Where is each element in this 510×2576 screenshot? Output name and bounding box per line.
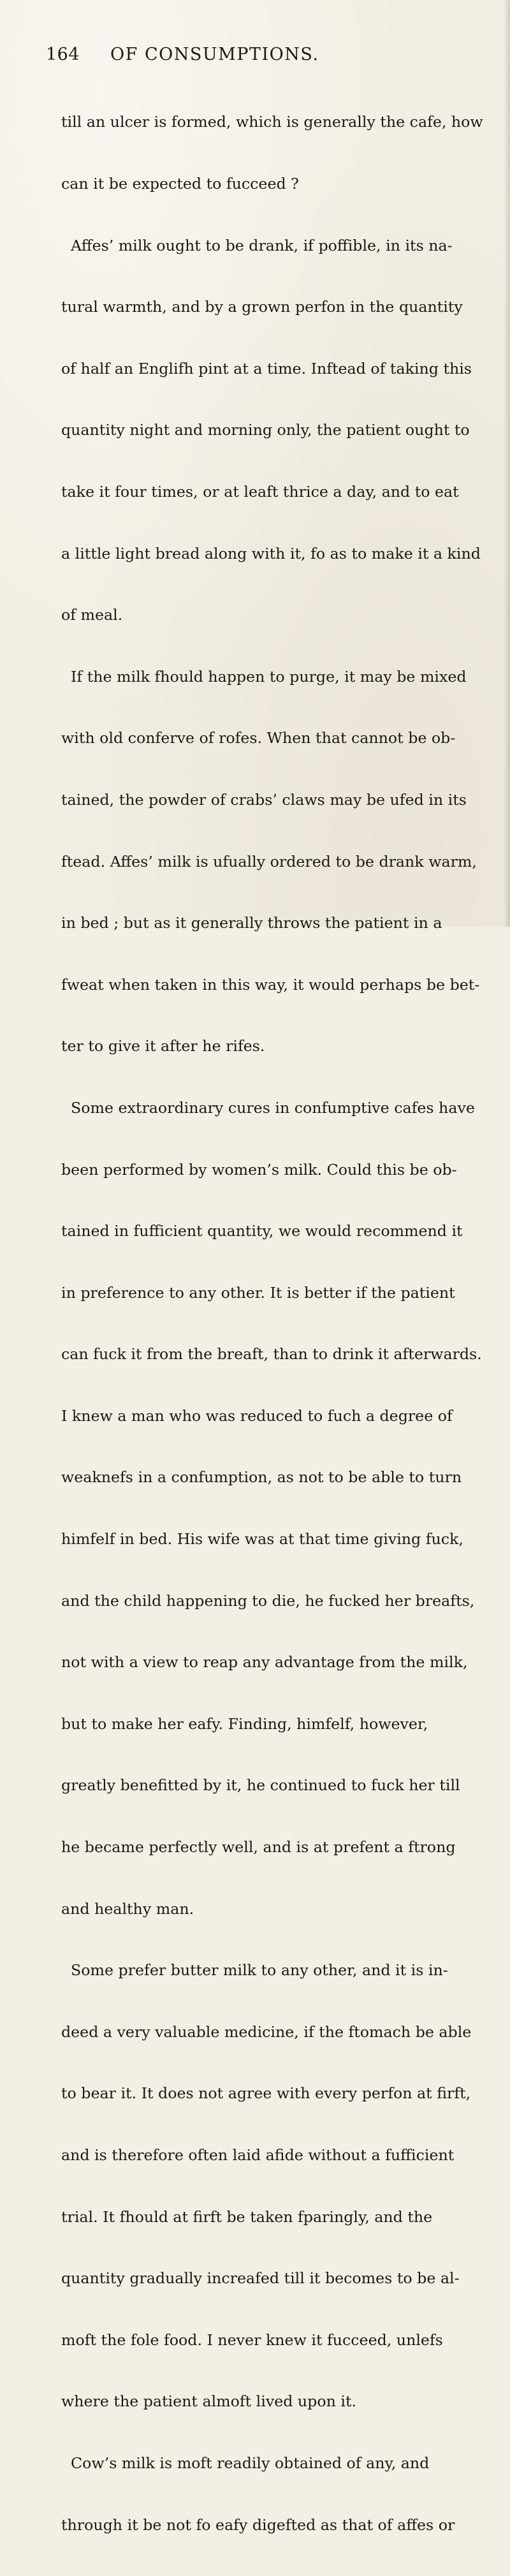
text-line: and is therefore often laid afide without a fufficient [61, 2146, 455, 2164]
text-line: quantity night and morning only, the patient ought to [61, 421, 470, 439]
text-line: in bed ; but as it generally throws the patient in a [61, 914, 442, 932]
text-line: himfelf in bed. His wife was at that time giving fuck, [61, 1530, 463, 1549]
text-line: tained in fufficient quantity, we would recommend it [61, 1222, 463, 1240]
text-line: through it be not fo eafy digefted as that of affes or [61, 2515, 455, 2534]
text-line: I knew a man who was reduced to fuch a degree of [61, 1406, 453, 1425]
text-line: tained, the powder of crabs’ claws may be ufed in its [61, 790, 467, 809]
page-number: 164 [46, 45, 80, 64]
text-line: of meal. [61, 606, 123, 624]
text-line: quantity gradually increafed till it becomes to be al- [61, 2269, 460, 2288]
text-line: been performed by women’s milk. Could this be ob- [61, 1160, 457, 1179]
text-line: Some extraordinary cures in confumptive cafes have [61, 1098, 475, 1117]
text-line: Cow’s milk is moft readily obtained of any, and [61, 2454, 430, 2472]
text-line: a little light bread along with it, fo as to make it a kind [61, 544, 481, 563]
text-line: he became perfectly well, and is at prefent a ftrong [61, 1838, 456, 1857]
text-line: take it four times, or at leaft thrice a day, and to eat [61, 482, 459, 501]
text-line: tural warmth, and by a grown perfon in the quantity [61, 298, 463, 316]
text-line: where the patient almoft lived upon it. [61, 2392, 357, 2411]
text-line: and the child happening to die, he fucked her breafts, [61, 1591, 475, 1610]
text-line: and healthy man. [61, 1899, 194, 1918]
text-line: till an ulcer is formed, which is generally the cafe, how [61, 113, 483, 131]
text-line: weaknefs in a confumption, as not to be able to turn [61, 1468, 462, 1487]
text-line: of half an Englifh pint at a time. Inftead of taking this [61, 359, 472, 378]
text-line: Affes’ milk ought to be drank, if poffible, in its na- [61, 236, 453, 254]
running-head [46, 45, 467, 70]
text-line: If the milk fhould happen to purge, it may be mixed [61, 667, 467, 686]
text-line: fweat when taken in this way, it would perhaps be bet- [61, 975, 480, 994]
text-line: deed a very valuable medicine, if the ftomach be able [61, 2022, 472, 2041]
text-line: ftead. Affes’ milk is ufually ordered to be drank warm, [61, 852, 477, 871]
text-line: moft the fole food. I never knew it fucceed, unlefs [61, 2330, 443, 2349]
text-line: Some prefer butter milk to any other, and it is in- [61, 1961, 448, 1980]
text-line: can it be expected to fucceed ? [61, 175, 299, 193]
text-line: trial. It fhould at firft be taken fparingly, and the [61, 2207, 433, 2226]
text-line: but to make her eafy. Finding, himfelf, however, [61, 1714, 428, 1733]
text-line: to bear it. It does not agree with every perfon at firft, [61, 2084, 471, 2103]
text-line: with old conferve of rofes. When that cannot be ob- [61, 729, 456, 747]
text-line: ter to give it after he rifes. [61, 1037, 265, 1056]
text-line: can fuck it from the breaft, than to drink it afterwards. [61, 1345, 482, 1364]
chapter-title: OF CONSUMPTIONS. [110, 45, 319, 64]
text-line: greatly benefitted by it, he continued to fuck her till [61, 1776, 460, 1795]
text-line: not with a view to reap any advantage from the milk, [61, 1653, 468, 1672]
text-line: in preference to any other. It is better if the patient [61, 1283, 455, 1302]
body-text [61, 71, 507, 2576]
